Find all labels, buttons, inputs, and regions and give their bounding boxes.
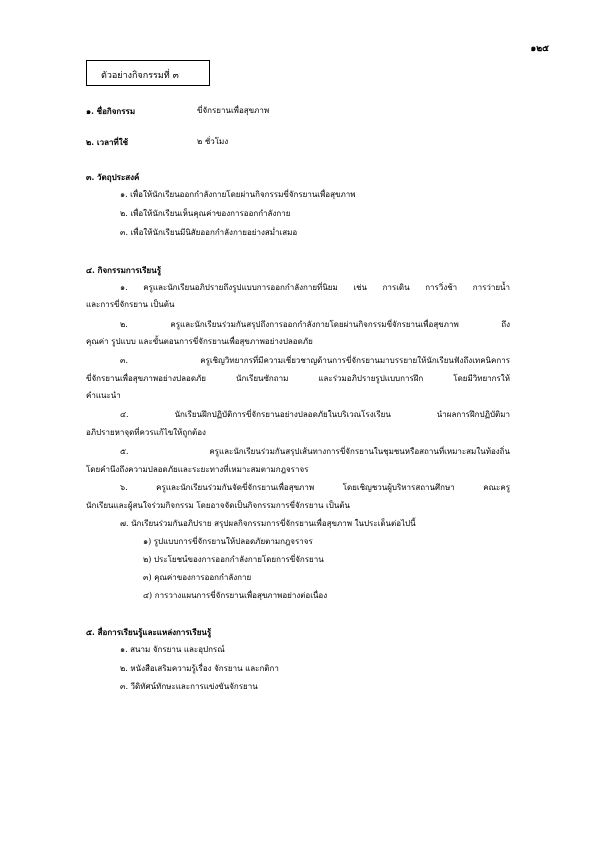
activity-paragraph-line: ๔. นักเรียนฝึกปฏิบัติการขี่จักรยานอย่างปลอดภัยในบริเวณโรงเรียน นำผลการฝึกปฏิบัติมา	[120, 410, 510, 419]
discussion-sub-item: ๑) รูปแบบการขี่จักรยานให้ปลอดภัยตามกฎจราจร	[143, 537, 313, 546]
duration-value: ๒ ชั่วโมง	[197, 137, 229, 146]
discussion-sub-item: ๒) ประโยชน์ของการออกกำลังกายโดยการขี่จักรยาน	[143, 555, 324, 564]
example-title-box	[86, 60, 210, 86]
duration-label: ๒. เวลาที่ใช้	[86, 137, 129, 147]
activity-paragraph-line: คุณค่า รูปแบบ และขั้นตอนการขี่จักรยานเพื่อสุขภาพอย่างปลอดภัย	[86, 337, 313, 346]
example-title: ตัวอย่างกิจกรรมที่ ๓	[101, 71, 179, 81]
page-number: ๑๒๕	[530, 44, 549, 54]
activity-paragraph-line: อภิปรายหาจุดที่ควรแก้ไขให้ถูกต้อง	[86, 428, 206, 437]
activity-paragraph-line: โดยคำนึงถึงความปลอดภัยและระยะทางที่เหมาะสมตามกฎจราจร	[86, 465, 309, 474]
activity-paragraph-line: ๑. ครูและนักเรียนอภิปรายถึงรูปแบบการออกกำลังกายที่นิยม เช่น การเดิน การวิ่งช้า การว่ายน้ำ	[120, 283, 510, 292]
objectives-heading: ๓. วัตถุประสงค์	[86, 172, 140, 182]
activity-name-value: ขี่จักรยานเพื่อสุขภาพ	[197, 106, 270, 115]
activities-heading: ๔. กิจกรรมการเรียนรู้	[86, 265, 161, 275]
activity-paragraph-line: ขี่จักรยานเพื่อสุขภาพอย่างปลอดภัย นักเรียนซักถาม และร่วมอภิปรายรูปแบบการฝึก โดยมีวิทยากรให้	[86, 374, 510, 383]
activity-paragraph-line: ๓. ครูเชิญวิทยากรที่มีความเชี่ยวชาญด้านการขี่จักรยานมาบรรยายให้นักเรียนฟังถึงเทคนิคการ	[120, 356, 510, 365]
activity-name-label: ๑. ชื่อกิจกรรม	[86, 106, 136, 116]
material-item: ๓. วีดิทัศน์ทักษะและการแข่งขันจักรยาน	[120, 682, 258, 691]
objective-item: ๓. เพื่อให้นักเรียนมีนิสัยออกกำลังกายอย่างสม่ำเสมอ	[120, 228, 298, 237]
activity-paragraph-line: และการขี่จักรยาน เป็นต้น	[86, 300, 175, 309]
activity-paragraph-line: ๖. ครูและนักเรียนร่วมกันจัดขี่จักรยานเพื่อสุขภาพ โดยเชิญชวนผู้บริหารสถานศึกษา คณะครู	[120, 483, 510, 492]
material-item: ๒. หนังสือเสริมความรู้เรื่อง จักรยาน และกติกา	[120, 664, 279, 673]
material-item: ๑. สนาม จักรยาน และอุปกรณ์	[120, 645, 225, 654]
materials-heading: ๕. สื่อการเรียนรู้และแหล่งการเรียนรู้	[86, 627, 212, 637]
activity-paragraph-line: ๗. นักเรียนร่วมกันอภิปราย สรุปผลกิจกรรมการขี่จักรยานเพื่อสุขภาพ ในประเด็นต่อไปนี้	[120, 519, 416, 528]
activity-paragraph-line: ๕. ครูและนักเรียนร่วมกันสรุปเส้นทางการขี่จักรยานในชุมชนหรือสถานที่เหมาะสมในท้องถิ่น	[120, 447, 510, 456]
activity-paragraph-line: ๒. ครูและนักเรียนร่วมกันสรุปถึงการออกกำลังกายโดยผ่านกิจกรรมขี่จักรยานเพื่อสุขภาพ ถึง	[120, 320, 510, 329]
activity-paragraph-line: คำแนะนำ	[86, 391, 121, 400]
objective-item: ๑. เพื่อให้นักเรียนออกกำลังกายโดยผ่านกิจกรรมขี่จักรยานเพื่อสุขภาพ	[120, 190, 356, 199]
discussion-sub-item: ๓) คุณค่าของการออกกำลังกาย	[143, 573, 252, 582]
objective-item: ๒. เพื่อให้นักเรียนเห็นคุณค่าของการออกกำลังกาย	[120, 209, 291, 218]
discussion-sub-item: ๔) การวางแผนการขี่จักรยานเพื่อสุขภาพอย่างต่อเนื่อง	[143, 591, 328, 600]
activity-paragraph-line: นักเรียนและผู้สนใจร่วมกิจกรรม โดยอาจจัดเป็นกิจกรรมการขี่จักรยาน เป็นต้น	[86, 501, 350, 510]
